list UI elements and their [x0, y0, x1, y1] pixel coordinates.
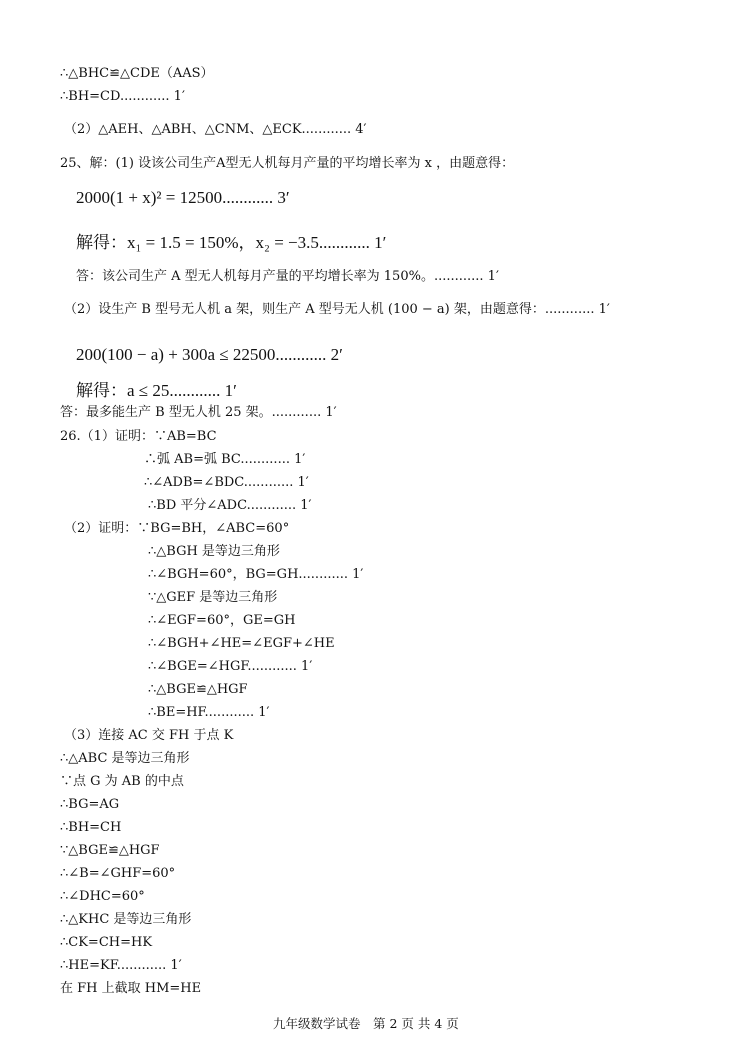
math-equation: 解得：a ≤ 25............ 1′	[76, 381, 237, 400]
text-line: （2）△AEH、△ABH、△CNM、△ECK............ 4′	[64, 122, 367, 137]
text-line: 答：该公司生产 A 型无人机每月产量的平均增长率为 150%。............ 1′	[76, 269, 499, 284]
text-line: 26.（1）证明：∵AB=BC	[60, 429, 217, 444]
text-line: ∴CK=CH=HK	[60, 935, 153, 950]
text-line: ∴△ABC 是等边三角形	[60, 751, 190, 766]
text-line: ∴BD 平分∠ADC............ 1′	[148, 498, 312, 513]
text-line: ∴∠ADB=∠BDC............ 1′	[144, 475, 309, 490]
text-line: （2）设生产 B 型号无人机 a 架，则生产 A 型号无人机 (100 − a) 架，由题意得：............ 1′	[64, 302, 610, 317]
text-line: ∵△BGE≌△HGF	[60, 843, 160, 858]
text-line: ∴HE=KF............ 1′	[60, 958, 182, 973]
page-footer: 九年级数学试卷 第 2 页 共 4 页	[273, 1016, 459, 1031]
text-line: ∴∠BGH+∠HE=∠EGF+∠HE	[148, 636, 335, 651]
text-line: 25、解：(1) 设该公司生产A型无人机每月产量的平均增长率为 x ，由题意得：	[60, 156, 515, 171]
text-line: ∴∠EGF=60°，GE=GH	[148, 613, 296, 628]
math-equation: 解得：x₁ = 1.5 = 150%，x₂ = −3.5............ 1′	[76, 233, 387, 252]
text-line: ∴∠BGE=∠HGF............ 1′	[148, 659, 313, 674]
text-line: ∴△KHC 是等边三角形	[60, 912, 192, 927]
text-line: ∴∠B=∠GHF=60°	[60, 866, 176, 881]
text-line: ∴BH=CD............ 1′	[60, 89, 185, 104]
text-line: （3）连接 AC 交 FH 于点 K	[64, 728, 234, 743]
text-line: ∵△GEF 是等边三角形	[148, 590, 278, 605]
text-line: ∴BG=AG	[60, 797, 120, 812]
text-line: 在 FH 上截取 HM=HE	[60, 981, 202, 996]
text-line: 答：最多能生产 B 型无人机 25 架。............ 1′	[60, 405, 337, 420]
text-line: ∴弧 AB=弧 BC............ 1′	[144, 452, 306, 467]
text-line: ∴BH=CH	[60, 820, 122, 835]
text-line: ∴△BGH 是等边三角形	[148, 544, 280, 559]
text-line: ∴BE=HF............ 1′	[148, 705, 270, 720]
math-equation: 200(100 − a) + 300a ≤ 22500............ 2′	[76, 345, 343, 364]
text-line: ∴△BGE≌△HGF	[148, 682, 248, 697]
text-line: ∵点 G 为 AB 的中点	[60, 774, 184, 789]
text-line: ∴∠DHC=60°	[60, 889, 145, 904]
math-equation: 2000(1 + x)² = 12500............ 3′	[76, 188, 290, 207]
text-line: ∴∠BGH=60°，BG=GH............ 1′	[148, 567, 364, 582]
text-line: （2）证明：∵BG=BH，∠ABC=60°	[64, 521, 290, 536]
text-line: ∴△BHC≌△CDE（AAS）	[60, 66, 214, 81]
